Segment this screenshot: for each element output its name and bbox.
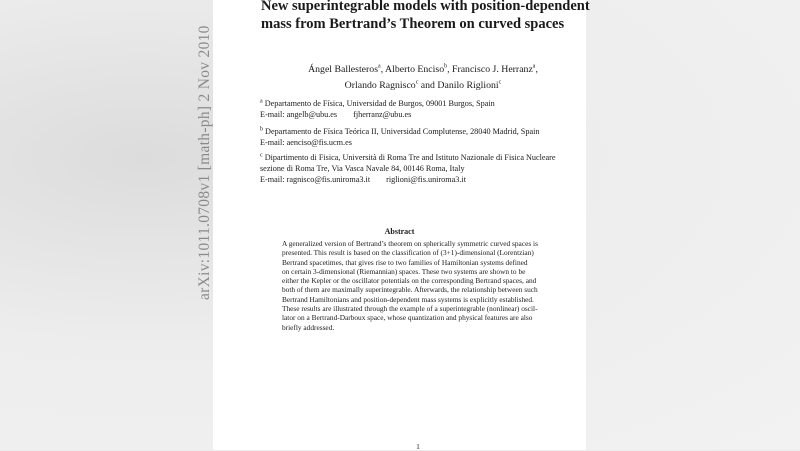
affiliation-a: [260, 98, 620, 120]
email-label: E-mail:: [260, 110, 285, 119]
abstract-line: on certain 3-dimensional (Riemannian) spaces. These two systems are shown to be: [282, 266, 526, 276]
abstract-body: [282, 239, 574, 332]
author-name: Ángel Ballesteros: [308, 64, 379, 75]
author-separator: ,: [447, 64, 452, 75]
abstract-heading: Abstract: [384, 227, 415, 236]
affiliation-address: $^b$ Departamento de Física Teórica II, Universidad Complutense, 28040 Madrid, Spain: [260, 126, 540, 136]
author-separator: ,: [535, 64, 538, 75]
author-list: [213, 62, 633, 94]
abstract-line: Bertrand Hamiltonians and position-dependent mass systems is explicitly established.: [282, 294, 534, 304]
email-address: angelb@ubu.es: [286, 110, 338, 119]
title-line: New superintegrable models with position-dependent: [261, 0, 590, 14]
affiliation-c: [260, 152, 620, 185]
abstract-line: lator on a Bertrand-Darboux space, whose quantization and physical features are also: [282, 313, 533, 323]
affiliation-mark: b: [260, 126, 263, 133]
email-label: E-mail:: [260, 175, 285, 184]
affiliation-mark: a: [532, 63, 536, 70]
abstract-line: either the Kepler or the oscillator potentials on the corresponding Bertrand spaces, and: [282, 276, 537, 286]
paper-page: [213, 0, 590, 451]
author-row: [213, 62, 633, 78]
email-address: ragnisco@fis.uniroma3.it: [286, 175, 371, 184]
affiliation-mark: c: [498, 79, 502, 86]
author-separator: ,: [380, 64, 386, 75]
affiliation-mark: c: [415, 79, 419, 86]
title-line: mass from Bertrand’s Theorem on curved spaces: [261, 16, 565, 32]
affiliation-mark: a: [260, 98, 263, 105]
affiliation-mark: a: [378, 63, 381, 70]
author-separator: and: [418, 80, 438, 91]
abstract-line: A generalized version of Bertrand’s theorem on spherically symmetric curved spaces is: [282, 239, 538, 248]
email-address: fjherranz@ubu.es: [353, 110, 412, 119]
email-address: aenciso@fis.ucm.es: [286, 138, 352, 147]
author-row: [213, 78, 633, 94]
abstract-line: presented. This result is based on the classification of (3+1)-dimensional (Lorentzian): [282, 248, 534, 258]
author-name: Alberto Enciso: [385, 64, 445, 75]
affiliation-email-line: [260, 137, 620, 148]
affiliation-mark: c: [260, 152, 263, 159]
affiliation-email-line: [260, 174, 620, 185]
arxiv-identifier-stamp: arXiv:1011.0708v1 [math-ph] 2 Nov 2010: [196, 25, 213, 300]
affiliation-email-line: [260, 109, 620, 120]
author-name: Danilo Riglioni: [437, 80, 499, 91]
abstract-line: These results are illustrated through the example of a superintegrable (nonlinear) oscil-: [282, 304, 538, 314]
affiliation-address: $^a$ Departamento de Física, Universidad de Burgos, 09001 Burgos, Spain: [260, 98, 495, 108]
abstract-line: both of them are maximally superintegrable. Afterwards, the relationship between such: [282, 285, 538, 295]
email-address: riglioni@fis.uniroma3.it: [386, 175, 466, 184]
abstract-line: Bertrand spacetimes, that gives rise to two families of Hamiltonian systems defined: [282, 257, 528, 267]
affiliation-b: [260, 126, 620, 148]
affiliation-address-continued: sezione di Roma Tre, Via Vasca Navale 84, 00146 Roma, Italy: [260, 164, 465, 173]
affiliation-mark: b: [444, 63, 448, 70]
page-number: 1: [416, 442, 420, 451]
paper-title: [261, 0, 601, 33]
author-name: Orlando Ragnisco: [344, 80, 416, 91]
affiliation-address: $^c$ Dipartimento di Fisica, Università di Roma Tre and Istituto Nazionale di Fisica Nucleare: [260, 152, 556, 162]
abstract-line: briefly addressed.: [282, 322, 335, 332]
author-name: Francisco J. Herranz: [452, 64, 533, 75]
email-label: E-mail:: [260, 138, 285, 147]
